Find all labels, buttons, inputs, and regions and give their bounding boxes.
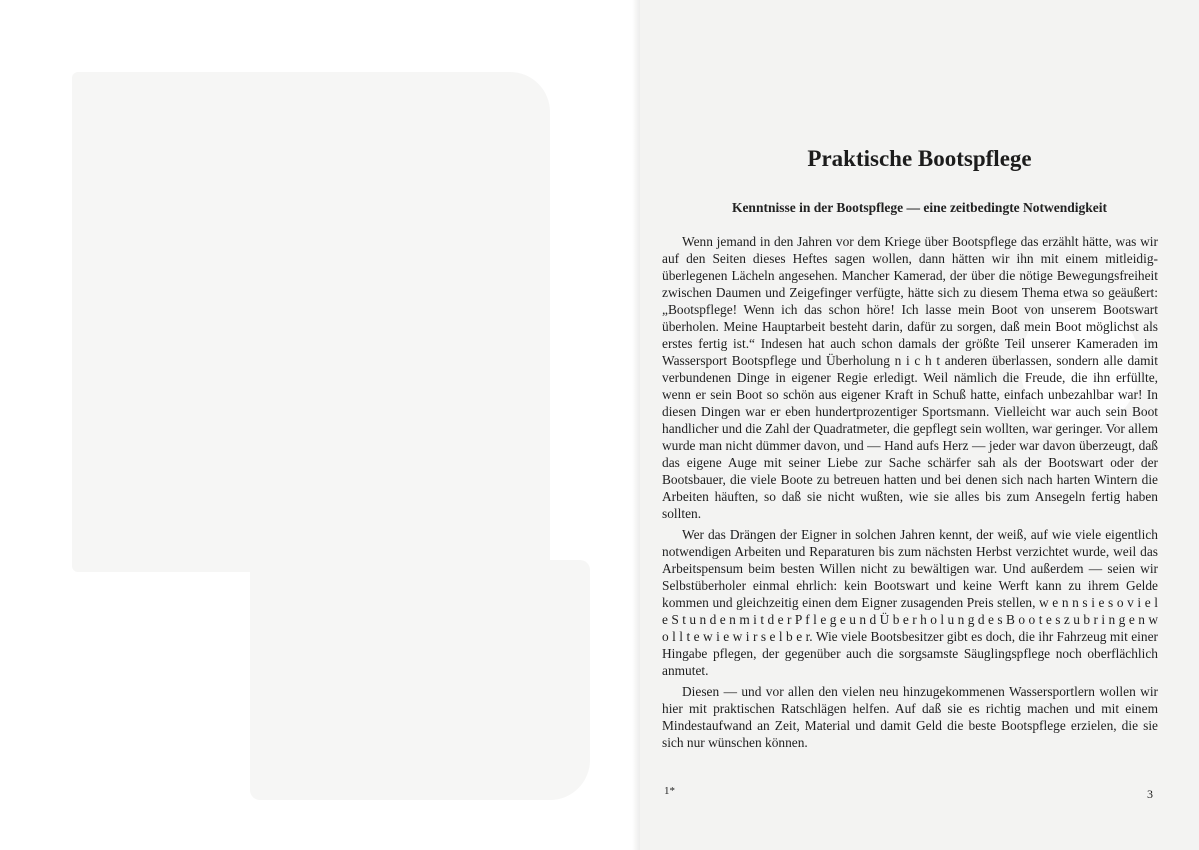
paragraph-3: Diesen — und vor allen den vielen neu hinzugekommenen Wassersportlern wollen wir hier mit praktischen Ratschlägen helfen. Auf daß sie es richtig machen und mit einem Mindestaufwand an Zeit, Material und damit Geld die beste Bootspflege erzielen, die sie sich nur wünschen können. [662,684,1158,750]
left-page-scan-area [72,72,550,572]
page-title: Praktische Bootspflege [807,146,1032,171]
paragraph-1: Wenn jemand in den Jahren vor dem Kriege über Bootspflege das erzählt hätte, was wir auf den Seiten dieses Heftes sagen wollen, dann hätten wir ihn mit einem mitleidig-überlegenen Lächeln angesehen. Mancher Kamerad, der über die nötige Bewegungsfreiheit zwischen Daumen und Zeigefinger verfügte, hätte sich zu diesem Thema etwa so geäußert: „Bootspflege! Wenn ich das schon höre! Ich lasse mein Boot von unserem Bootswart überholen. Meine Hauptarbeit besteht darin, dafür zu sorgen, daß mein Boot möglichst als erstes fertig ist.“ Indesen hat auch schon damals der größte Teil unserer Kameraden im Wassersport Bootspflege und Überholung n i c h t anderen überlassen, sondern alle damit verbundenen Dinge in eigener Regie erledigt. Weil nämlich die Freude, die ihn erfüllte, wenn er sein Boot so schön aus eigener Kraft in Schuß hatte, einfach unbezahlbar war! In diesen Dingen war er eben hundertprozentiger Sportsmann. Vielleicht war auch sein Boot handlicher und die Zahl der Quadratmeter, die gepflegt sein wollten, war geringer. Vor allem wurde man nicht dümmer davon, und — Hand aufs Herz — jeder war davon überzeugt, daß das eigene Auge mit seiner Liebe zur Sache schärfer sah als der Bootswart oder der Bootsbauer, die viele Boote zu betreuen hatten und bei denen sich nach harten Wintern die Arbeiten häuften, so daß sie nicht wußten, wie sie alles bis zum Ansegeln fertig haben sollten. [662,234,1158,521]
left-page-scan-area-lower [250,560,590,800]
body-text [662,233,1158,755]
paragraph-2: Wer das Drängen der Eigner in solchen Jahren kennt, der weiß, auf wie viele eigentlich notwendigen Arbeiten und Reparaturen bis zum nächsten Herbst verzichtet wurde, weil das Arbeitspensum beim besten Willen nicht zu bewältigen war. Und außerdem — seien wir Selbstüberholer einmal ehrlich: kein Bootswart und keine Werft kann zu ihrem Gelde kommen und gleichzeitig einen dem Eigner zusagenden Preis stellen, w e n n s i e s o v i e l e S t u n d e n m i t d e r P f l e g e u n d Ü b e r h o l u n g d e s B o o t e s z u b r i n g e n w o l l t e w i e w i r s e l b e r. Wie viele Bootsbesitzer gibt es doch, die ihr Fahrzeug mit einer Hingabe pflegen, der gegenüber auch die sorgsamste Säuglingspflege noch oberflächlich anmutet. [662,527,1158,678]
right-page [640,0,1199,850]
signature-mark: 1* [664,785,675,797]
page-number: 3 [1147,787,1153,801]
page-subtitle: Kenntnisse in der Bootspflege — eine zeitbedingte Notwendigkeit [731,200,1108,215]
